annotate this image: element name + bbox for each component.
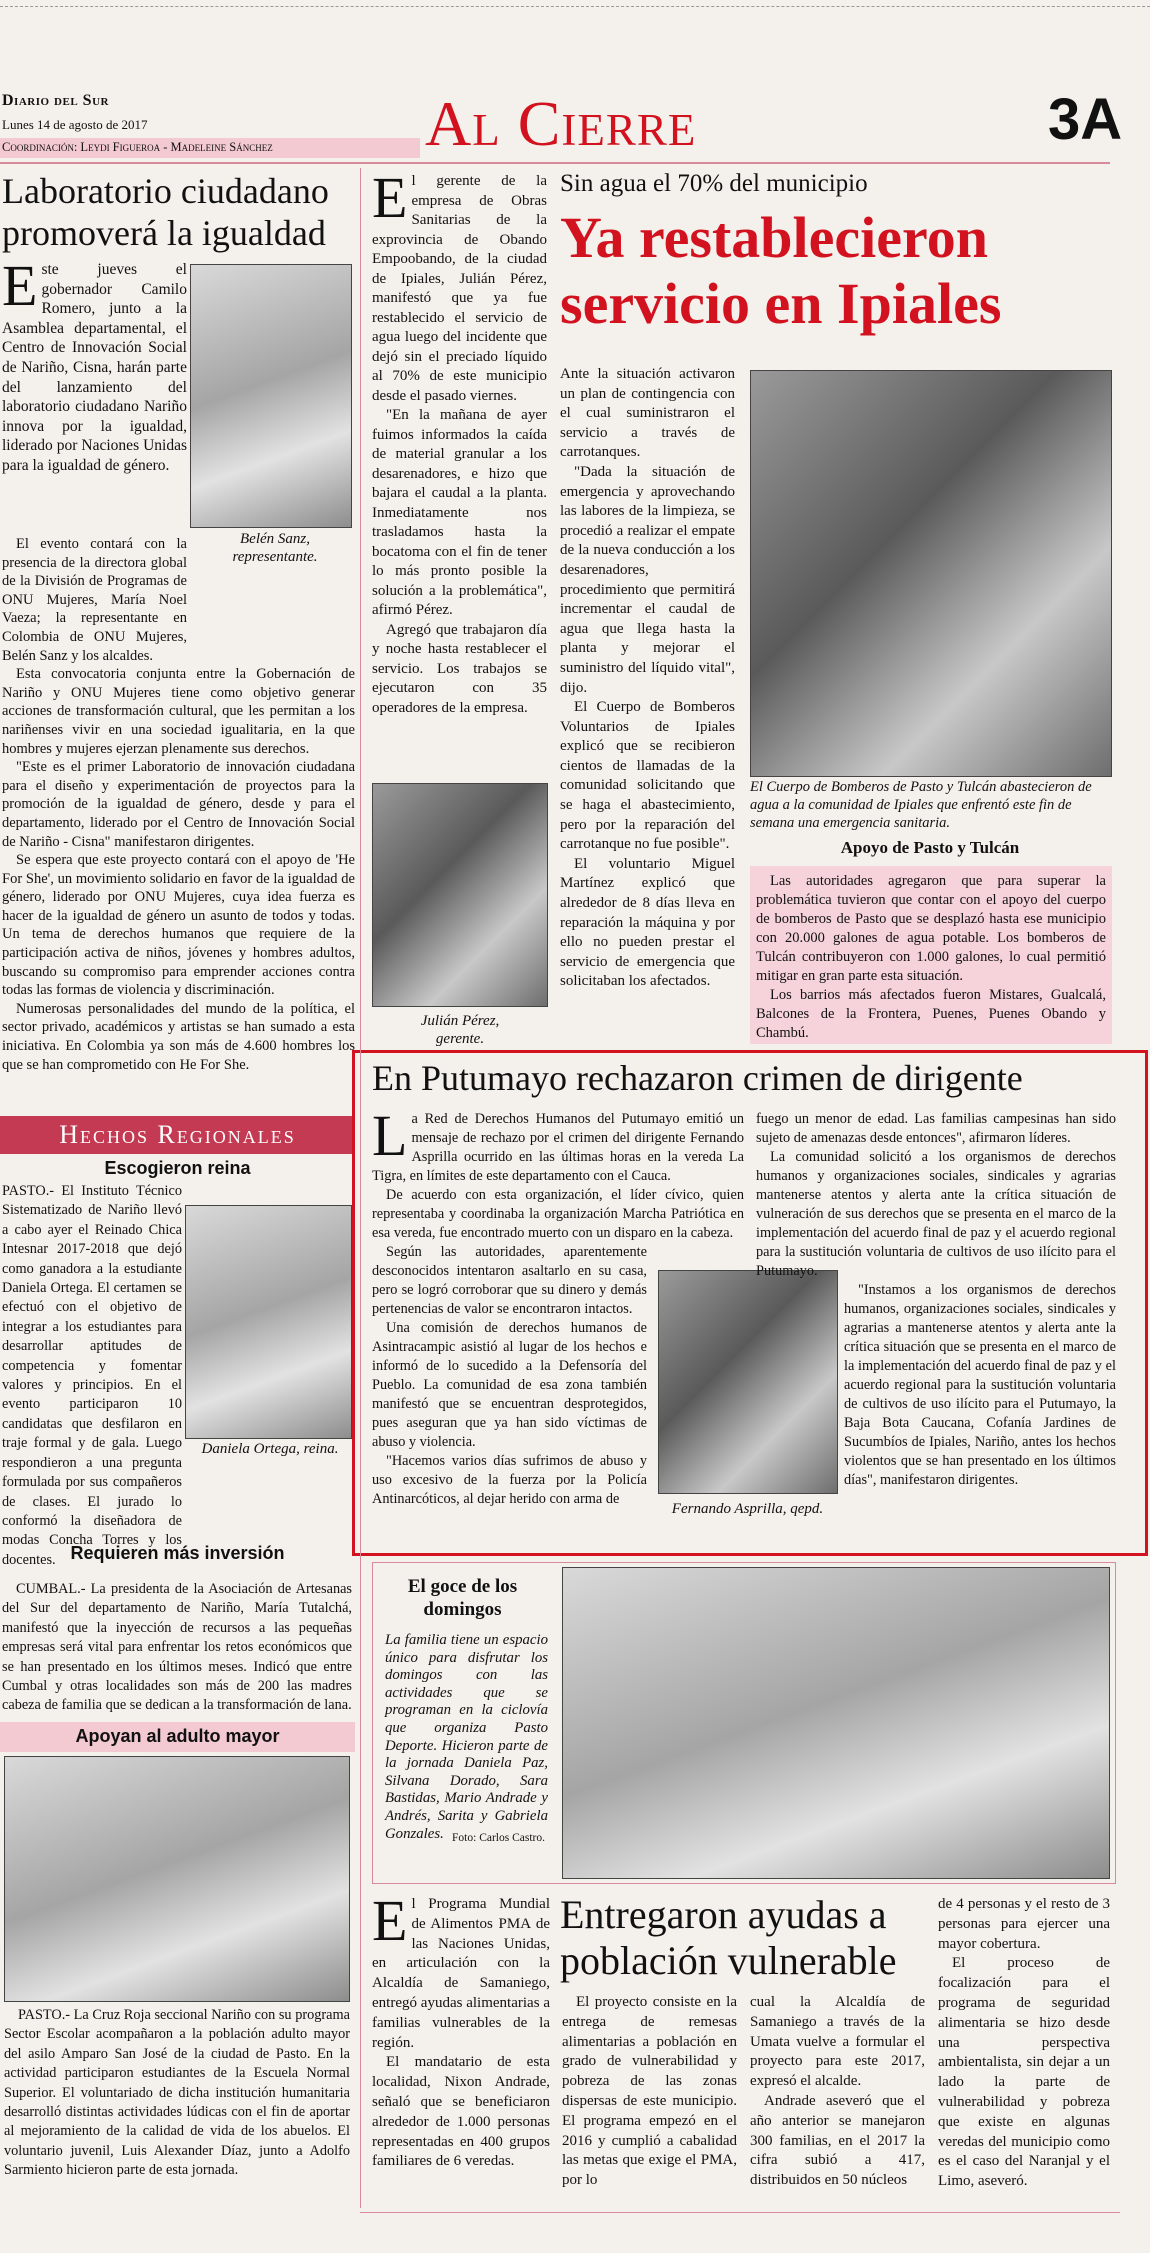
ayudas-left-col — [372, 1888, 550, 2172]
lab-title: Laboratorio ciudadano promoverá la igualdad — [2, 171, 329, 253]
lab-p5: Se espera que este proyecto contará con el apoyo de 'He For She', un movimiento solidario en favor de la igualdad de género, liderado por ONU Mujeres, cuya idea fuerza es hacer de la igualdad de género un asunto de todos y todas. Un tema de derechos humanos que requiere de la participación activa de niños, jóvenes y hombres adultos, buscando su compromiso para emprender acciones contra todas las formas de violencia y discriminación. — [2, 852, 355, 999]
putumayo-c1-p2: De acuerdo con esta organización, el líder cívico, quien representaba y coordinaba la organización Marcha Patriótica en esa vereda, fue encontrado muerto con un disparo en la cabeza. — [372, 1187, 744, 1241]
adulto-text: PASTO.- La Cruz Roja seccional Nariño con su programa Sector Escolar acompañaron a la población adulto mayor del asilo Amparo San José de la ciudad de Pasto. En la actividad participaron estudiantes de la Escuela Normal Superior. El voluntariado de dicha institución humanitaria desarrolló distintas actividades lúdicas con el fin de aportar al mejoramiento de la calidad de vida de los abuelos. El voluntario juvenil, Luis Alexander Díaz, junto a Adolfo Sarmiento hicieron parte de esta jornada. — [4, 2007, 350, 2179]
putumayo-title: En Putumayo rechazaron crimen de dirigente — [372, 1058, 1023, 1098]
inversion-title: Requieren más inversión — [70, 1543, 285, 1563]
support-text — [756, 872, 1106, 1043]
domingos-text: La familia tiene un espacio único para disfrutar los domingos con las actividades que se programan en la ciclovía que organiza Pasto Deporte. Hicieron parte de la jornada Daniela Paz, Silvana Dorado, Sara Bastidas, Mario Andrade y Andrés, Sarita y Gabriela Gonzales. — [385, 1632, 548, 1842]
ayudas-c3-p2: Andrade aseveró que el año anterior se manejaron 300 familias, en el 2017 la cifra subió a 417, distribuidos en 50 núcleos — [750, 2092, 925, 2189]
putumayo-c1-p5: "Hacemos varios días sufrimos de abuso y uso excesivo de la fuerza por la Policía Antinarcóticos, al dejar herido con arma de — [372, 1453, 647, 1507]
page-bottom-rule — [360, 2212, 1120, 2213]
ayudas-c4-p2: El proceso de focalización para el programa de seguridad alimentaria se hizo desde una perspectiva ambientalista, sin dejar a un lado la parte de vulnerabilidad y pobreza que existe en algunas veredas del municipio como es el caso del Naranjal y el Limo, aseveró. — [938, 1955, 1110, 2190]
lab-col-bottom — [2, 535, 355, 1074]
inversion-text: CUMBAL.- La presidenta de la Asociación de Artesanas del Sur del departamento de Nariño, María Tutalchá, manifestó que la inyección de recursos a las pequeñas empresas será vital para enfrentar los retos económicos que se han presentado en los últimos meses. Indicó que entre Cumbal y otras localidades son más de 200 las madres cabeza de familia que se dedican a la transformación de lana. — [2, 1581, 352, 1714]
gerente-caption: Julián Pérez, gerente. — [420, 1013, 500, 1047]
water-mid-col — [560, 365, 735, 992]
lab-p1: Este jueves el gobernador Camilo Romero, junto a la Asamblea departamental, el Centro de Innovación Social de Nariño, Cisna, harán parte del lanzamiento del laboratorio ciudadano Nariño innova por la igualdad, liderado por Naciones Unidas para la igualdad de género. — [2, 253, 187, 474]
water-left-p3: Agregó que trabajaron día y noche hasta restablecer el servicio. Los trabajos se ejecutaron con 35 operadores de la empresa. — [372, 621, 547, 716]
issue-date: Lunes 14 de agosto de 2017 — [2, 117, 148, 132]
gerente-photo — [372, 783, 548, 1007]
ayudas-col4 — [938, 1895, 1110, 2192]
domingos-credit: Foto: Carlos Castro. — [452, 1832, 545, 1844]
putumayo-c2-p2: La comunidad solicitó a los organismos de derechos humanos y organizaciones sociales, sindicales y agrarias mantenerse atentos y alerta ante la crítica situación de vulneración de sus derechos que se presenta en el marco de la implementación del acuerdo final de paz y el acuerdo regional para la sustitución voluntaria de cultivos de uso ilícito para el Putumayo. — [756, 1149, 1116, 1279]
firefighters-caption: El Cuerpo de Bomberos de Pasto y Tulcán abastecieron de agua a la comunidad de Ipiales que enfrentó este fin de semana una emergencia sanitaria. — [750, 779, 1092, 831]
domingos-title: El goce de los domingos — [407, 1576, 518, 1620]
support-p1: Las autoridades agregaron que para superar la problemática tuvieron que contar con el apoyo del cuerpo de bomberos de Pasto que se desplazó hasta ese municipio con 20.000 galones de agua potable. Los bomberos de Tulcán contribuyeron con 1.000 galones, lo cual permitió mitigar en gran parte esta situación. — [756, 873, 1106, 984]
lab-col-top — [2, 253, 187, 476]
putumayo-c1-p1: La Red de Derechos Humanos del Putumayo emitió un mensaje de rechazo por el crimen del dirigente Fernando Asprilla ocurrido en las últimas horas en la vereda La Tigra, en límites de este departamento con el Cauca. — [372, 1103, 744, 1184]
paper-name: Diario del Sur — [2, 92, 109, 109]
regional-banner: Hechos Regionales — [59, 1120, 296, 1149]
water-mid-p4: El voluntario Miguel Martínez explicó que alrededor de 8 días lleva en reparación la máquina y por ello no pueden prestar el servicio de emergencia que solicitaban los afectados. — [560, 855, 735, 990]
reina-caption: Daniela Ortega, reina. — [201, 1441, 339, 1457]
section-title: Al Cierre — [425, 88, 697, 159]
reina-text: PASTO.- El Instituto Técnico Sistematizado de Nariño llevó a cabo ayer el Reinado Chica Intesnar 2017-2018 que dejó como ganadora a la estudiante Daniela Ortega. El certamen se efectuó con el objetivo de integrar a los estudiantes para desarrollar aptitudes de competencia y fomentar valores y principios. En el evento participaron 10 candidatas que desfilaron en traje formal y de gala. Luego respondieron a una pregunta formulada por sus compañeros de clases. El jurado lo conformó la diseñadora de modas Concha Torres y los docentes. — [2, 1183, 182, 1568]
ayudas-col3 — [750, 1993, 925, 2191]
support-p2: Los barrios más afectados fueron Mistares, Gualcalá, Balcones de la Frontera, Puenes, Puenes Obando y Chambú. — [756, 987, 1106, 1041]
water-mid-p3: El Cuerpo de Bomberos Voluntarios de Ipiales explicó que se recibieron cientos de llamadas de la comunidad solicitando que se haga el abastecimiento, pero por la reparación del carrotanque no fue posible". — [560, 699, 735, 853]
top-rule — [0, 6, 1150, 7]
ayudas-left-p1: El Programa Mundial de Alimentos PMA de las Naciones Unidas, en articulación con la Alcaldía de Samaniego, entregó ayudas alimentarias a familias vulnerables de la región. — [372, 1888, 550, 2051]
lab-p4: "Este es el primer Laboratorio de innovación ciudadana para el diseño y experimentación de proyectos para la promoción de la igualdad de género, desde y para el departamento, liderado por el Centro de Innovación Social de Nariño - Cisna" manifestaron dirigentes. — [2, 759, 355, 850]
ciclovia-photo — [562, 1567, 1110, 1879]
adulto-photo — [4, 1756, 350, 2002]
lab-p6: Numerosas personalidades del mundo de la política, el sector privado, académicos y artistas se han sumado a esta iniciativa. En Colombia ya son más de 4.600 hombres los que se han comprometido con He For She. — [2, 1000, 355, 1073]
water-left-col — [372, 165, 547, 718]
ayudas-c3-p1: cual la Alcaldía de Samaniego a través de la Umata vuelve a formular el proyecto para este 2017, expresó el alcalde. — [750, 1994, 925, 2090]
page-number: 3A — [1048, 87, 1123, 152]
putumayo-c2-p3: "Instamos a los organismos de derechos humanos, organizaciones sociales, sindicales y agrarias a mantenerse atentos y alerta ante la crítica situación que se presenta en el marco de la implementación del acuerdo final de paz y el acuerdo regional para la sustitución voluntaria de cultivos de uso ilícito para el Putumayo, la Baja Bota Caucana, Cofanía Jardines de Sucumbíos de Ipiales, Nariño, antes los hechos violentos que se han presentado en los últimos días", manifestaron dirigentes. — [844, 1282, 1116, 1488]
ayudas-left-p2: El mandatario de esta localidad, Nixon Andrade, señaló que se beneficiaron alrededor de 1.000 personas representadas en 400 grupos familiares de 6 veredas. — [372, 2054, 550, 2170]
putumayo-c2-p1: fuego un menor de edad. Las familias campesinas han sido sujeto de amenazas desde entonces", afirmaron líderes. — [756, 1111, 1116, 1146]
lab-p3: Esta convocatoria conjunta entre la Gobernación de Nariño y ONU Mujeres tiene como objetivo generar acciones de transformación cultural, que les permitan a los nariñenses vivir en una sociedad igualitaria, en la que hombres y mujeres ejerzan plenamente sus derechos. — [2, 666, 355, 757]
lab-p2: El evento contará con la presencia de la directora global de la División de Programas de ONU Mujeres, María Noel Vaeza; la representante en Colombia de ONU Mujeres, Belén Sanz y los alcaldes. — [2, 536, 187, 664]
water-mid-p2: "Dada la situación de emergencia y aprovechando las labores de la limpieza, se procedió a realizar el empate de la nueva conducción a los desarenadores, procedimiento que permitirá incrementar el caudal de agua que llega hasta la planta y mejorar el suministro del líquido vital", dijo. — [560, 463, 735, 696]
putumayo-c1-p3: Según las autoridades, aparentemente desconocidos intentaron asaltarlo en su casa, pero se logró corroborar que su dinero y demás pertenencias de valor se encontraron intactos. — [372, 1244, 647, 1317]
water-kicker: Sin agua el 70% del municipio — [560, 170, 868, 197]
reina-title: Escogieron reina — [104, 1158, 251, 1178]
reina-photo — [185, 1205, 352, 1439]
water-title: Ya restablecieron servicio en Ipiales — [560, 205, 1002, 336]
water-left-p1: El gerente de la empresa de Obras Sanitarias de la exprovincia de Obando Empoobando, de la ciudad de Ipiales, Julián Pérez, manifestó que ya fue restablecido el servicio de agua luego del incidente que dejó sin el preciado líquido al 70% de este municipio desde el pasado viernes. — [372, 165, 547, 404]
lab-caption: Belén Sanz, representante. — [232, 531, 318, 565]
putumayo-col2 — [756, 1110, 1116, 1490]
masthead-rule — [0, 162, 1110, 164]
asprilla-caption: Fernando Asprilla, qepd. — [671, 1501, 824, 1517]
support-title: Apoyo de Pasto y Tulcán — [840, 838, 1020, 857]
ayudas-c4-p1: de 4 personas y el resto de 3 personas para ejercer una mayor cobertura. — [938, 1896, 1110, 1952]
vertical-rule-left — [360, 168, 361, 2208]
putumayo-c1-p4: Una comisión de derechos humanos de Asintracampic asistió al lugar de los hechos e informó de lo sucedido a la Defensoría del Pueblo. La comunidad de esa zona también manifestó que se encuentran desprotegidos, pues aseguran que ya han sido víctimas de abuso y violencia. — [372, 1320, 647, 1450]
ayudas-title: Entregaron ayudas a población vulnerable — [560, 1892, 897, 1983]
coordination: Coordinación: Leydi Figueroa - Madeleine Sánchez — [2, 140, 273, 154]
ayudas-col2 — [562, 1993, 737, 2191]
water-mid-p1: Ante la situación activaron un plan de contingencia con el cual suministraron el servicio a través de carrotanques. — [560, 366, 735, 461]
water-left-p2: "En la mañana de ayer fuimos informados la caída de material granular a los desarenadores, e hizo que bajara el caudal a la planta. Inmediatamente nos trasladamos hasta la bocatoma con el fin de tener lo más pronto posible la solución a la problemática", afirmó Pérez. — [372, 407, 547, 618]
lab-photo — [190, 264, 352, 528]
adulto-title: Apoyan al adulto mayor — [75, 1726, 280, 1746]
firefighters-photo — [750, 370, 1112, 777]
ayudas-c2: El proyecto consiste en la entrega de remesas alimentarias a población en grado de vulnerabilidad y pobreza de las zonas dispersas de este municipio. El programa empezó en el 2016 y cumplió a cabalidad las metas que exige el PMA, por lo — [562, 1994, 737, 2189]
